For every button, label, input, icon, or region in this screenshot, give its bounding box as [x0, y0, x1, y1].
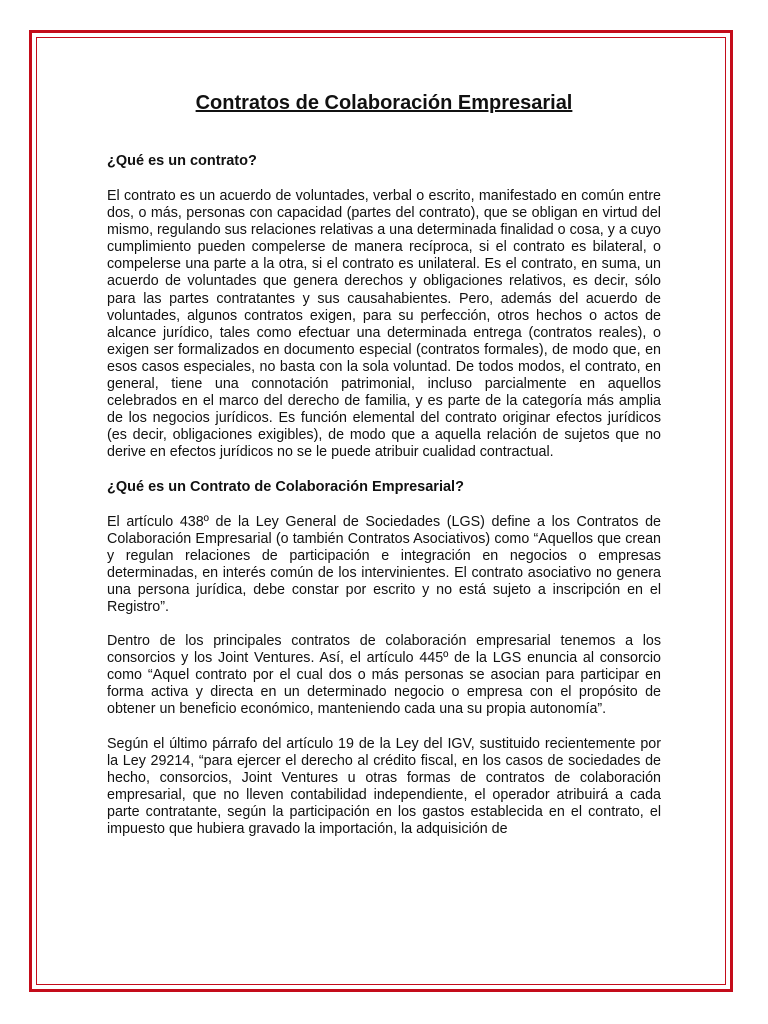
paragraph-ley-igv: Según el último párrafo del artículo 19 de la Ley del IGV, sustituido recientemente por la Ley 29214, “para ejercer el derecho al crédito fiscal, en los casos de sociedades de hecho, consorcios, Joint Ventures u otras formas de contratos de colaboración empresarial, que no lleven contabilidad independiente, el operador atribuirá a cada parte contratante, según la participación en los gastos establecida en el contrato, el impuesto que hubiera gravado la importación, la adquisición de [107, 735, 661, 837]
section-heading-contrato: ¿Qué es un contrato? [107, 153, 257, 169]
document-title: Contratos de Colaboración Empresarial [195, 92, 573, 114]
paragraph-articulo-438: El artículo 438º de la Ley General de Sociedades (LGS) define a los Contratos de Colaboración Empresarial (o también Contratos Asociativos) como “Aquellos que crean y regulan relaciones de participación e integración en negocios o empresas determinadas, en interés común de los intervinientes. El contrato asociativo no genera una persona jurídica, debe constar por escrito y no está sujeto a inscripción en el Registro”. [107, 513, 661, 615]
paragraph-definicion-contrato: El contrato es un acuerdo de voluntades, verbal o escrito, manifestado en común entre dos, o más, personas con capacidad (partes del contrato), que se obligan en virtud del mismo, regulando sus relaciones relativas a una determinada finalidad o cosa, y a cuyo cumplimiento pueden compelerse de manera recíproca, si el contrato es bilateral, o compelerse una parte a la otra, si el contrato es unilateral. Es el contrato, en suma, un acuerdo de voluntades que genera derechos y obligaciones relativos, es decir, sólo para las partes contratantes y sus causahabientes. Pero, además del acuerdo de voluntades, algunos contratos exigen, para su perfección, otros hechos o actos de alcance jurídico, tales como efectuar una determinada entrega (contratos reales), o exigen ser formalizados en documento especial (contratos formales), de modo que, en esos casos especiales, no basta con la sola voluntad. De todos modos, el contrato, en general, tiene una connotación patrimonial, incluso parcialmente en aquellos celebrados en el marco del derecho de familia, y es parte de la categoría más amplia de los negocios jurídicos. Es función elemental del contrato originar efectos jurídicos (es decir, obligaciones exigibles), de modo que a aquella relación de sujetos que no derive en efectos jurídicos no se le puede atribuir cualidad contractual. [107, 188, 661, 461]
document-body [107, 89, 661, 838]
section-heading-colaboracion: ¿Qué es un Contrato de Colaboración Empresarial? [107, 478, 464, 495]
paragraph-consorcios: Dentro de los principales contratos de colaboración empresarial tenemos a los consorcios y los Joint Ventures. Así, el artículo 445º de la LGS enuncia al consorcio como “Aquel contrato por el cual dos o más personas se asocian para participar en forma activa y directa en un determinado negocio o empresa con el propósito de obtener un beneficio económico, manteniendo cada una su propia autonomía”. [107, 633, 661, 718]
